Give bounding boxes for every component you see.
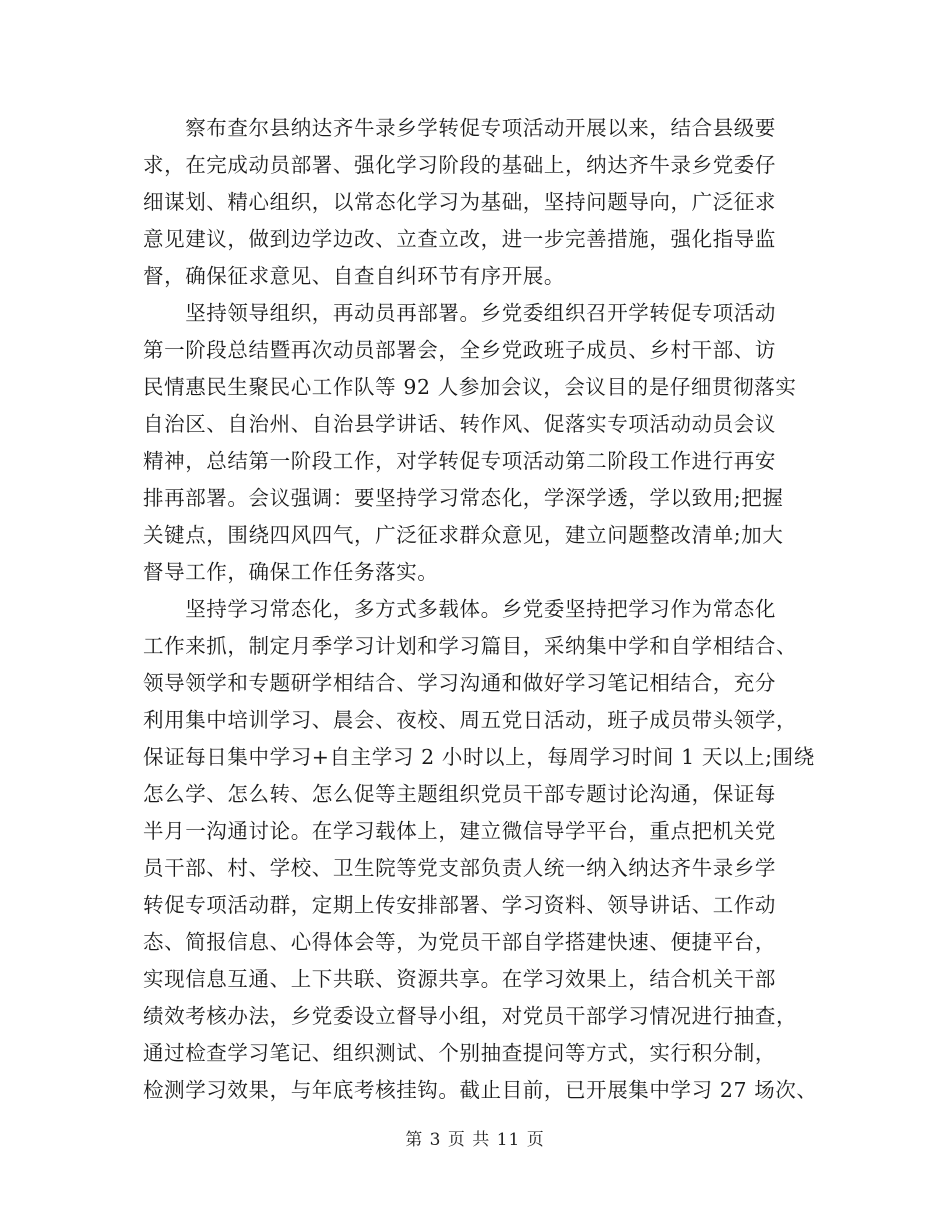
document-body [143, 110, 823, 1109]
text-line: 督导工作，确保工作任务落实。 [143, 560, 439, 584]
text-line: 检测学习效果，与年底考核挂钩。截止目前，已开展集中学习 27 场次、 [143, 1078, 818, 1102]
text-line: 察布查尔县纳达齐牛录乡学转促专项活动开展以来，结合县级要 [143, 116, 776, 140]
text-line: 排再部署。会议强调：要坚持学习常态化，学深学透，学以致用;把握 [143, 486, 784, 510]
text-line: 保证每日集中学习+自主学习 2 小时以上，每周学习时间 1 天以上;围绕 [143, 745, 815, 769]
text-line: 实现信息互通、上下共联、资源共享。在学习效果上，结合机关干部 [143, 967, 776, 991]
text-line: 怎么学、怎么转、怎么促等主题组织党员干部专题讨论沟通，保证每 [143, 782, 776, 806]
text-line: 意见建议，做到边学边改、立查立改，进一步完善措施，强化指导监 [143, 227, 776, 251]
text-line: 督，确保征求意见、自查自纠环节有序开展。 [143, 264, 565, 288]
text-line: 工作来抓，制定月季学习计划和学习篇目，采纳集中学和自学相结合、 [143, 634, 798, 658]
text-line: 员干部、村、学校、卫生院等党支部负责人统一纳入纳达齐牛录乡学 [143, 856, 776, 880]
text-line: 态、简报信息、心得体会等，为党员干部自学搭建快速、便捷平台， [143, 930, 776, 954]
text-line: 坚持学习常态化，多方式多载体。乡党委坚持把学习作为常态化 [143, 597, 776, 621]
text-line: 坚持领导组织，再动员再部署。乡党委组织召开学转促专项活动 [143, 301, 776, 325]
text-line: 通过检查学习笔记、组织测试、个别抽查提问等方式，实行积分制， [143, 1041, 776, 1065]
text-line: 半月一沟通讨论。在学习载体上，建立微信导学平台，重点把机关党 [143, 819, 776, 843]
text-line: 求，在完成动员部署、强化学习阶段的基础上，纳达齐牛录乡党委仔 [143, 153, 776, 177]
text-line: 第一阶段总结暨再次动员部署会，全乡党政班子成员、乡村干部、访 [143, 338, 776, 362]
text-line: 绩效考核办法，乡党委设立督导小组，对党员干部学习情况进行抽查， [143, 1004, 798, 1028]
text-line: 利用集中培训学习、晨会、夜校、周五党日活动，班子成员带头领学， [143, 708, 798, 732]
text-line: 转促专项活动群，定期上传安排部署、学习资料、领导讲话、工作动 [143, 893, 776, 917]
text-line: 领导领学和专题研学相结合、学习沟通和做好学习笔记相结合，充分 [143, 671, 776, 695]
text-line: 细谋划、精心组织，以常态化学习为基础，坚持问题导向，广泛征求 [143, 190, 776, 214]
text-line: 关键点，围绕四风四气，广泛征求群众意见，建立问题整改清单;加大 [143, 523, 784, 547]
text-line: 民情惠民生聚民心工作队等 92 人参加会议，会议目的是仔细贯彻落实 [143, 375, 797, 399]
text-line: 精神，总结第一阶段工作，对学转促专项活动第二阶段工作进行再安 [143, 449, 776, 473]
text-line: 自治区、自治州、自治县学讲话、转作风、促落实专项活动动员会议 [143, 412, 776, 436]
page-number-footer: 第 3 页 共 11 页 [405, 1130, 545, 1150]
